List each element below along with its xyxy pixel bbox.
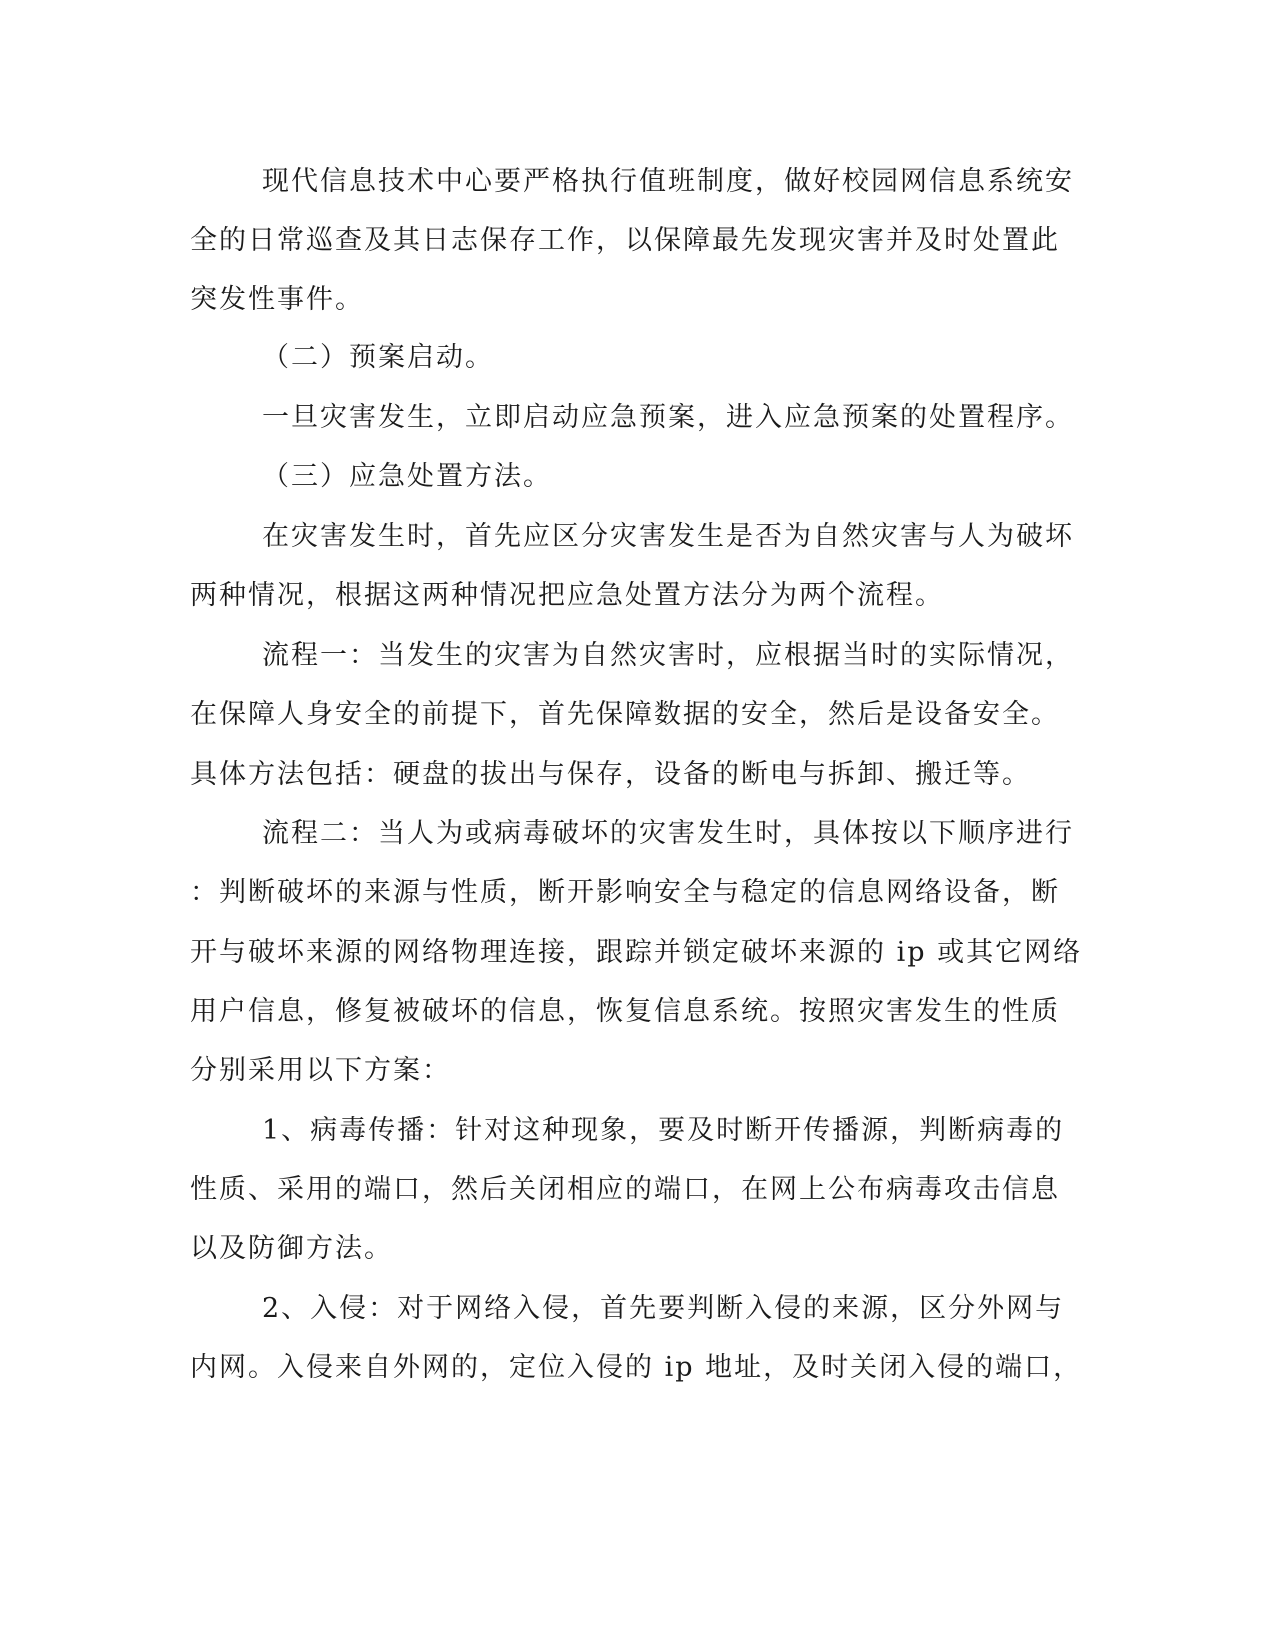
paragraph-line: 开与破坏来源的网络物理连接，跟踪并锁定破坏来源的 ip 或其它网络 [190, 937, 1083, 968]
paragraph-line: 2、入侵：对于网络入侵，首先要判断入侵的来源，区分外网与 [262, 1293, 1065, 1324]
paragraph-line: 流程二：当人为或病毒破坏的灾害发生时，具体按以下顺序进行 [262, 818, 1074, 849]
paragraph-line: 突发性事件。 [190, 284, 364, 315]
paragraph-line: 1、病毒传播：针对这种现象，要及时断开传播源，判断病毒的 [262, 1115, 1065, 1146]
section-heading: （三）应急处置方法。 [262, 461, 552, 492]
paragraph-line: 分别采用以下方案： [190, 1055, 451, 1086]
section-heading: （二）预案启动。 [262, 342, 494, 373]
paragraph-line: 在保障人身安全的前提下，首先保障数据的安全，然后是设备安全。 [190, 699, 1060, 730]
paragraph-line: 流程一：当发生的灾害为自然灾害时，应根据当时的实际情况， [262, 640, 1074, 671]
paragraph-line: 一旦灾害发生，立即启动应急预案，进入应急预案的处置程序。 [262, 402, 1074, 433]
paragraph-line: 具体方法包括：硬盘的拔出与保存，设备的断电与拆卸、搬迁等。 [190, 759, 1031, 790]
paragraph-line: 内网。入侵来自外网的，定位入侵的 ip 地址，及时关闭入侵的端口， [190, 1352, 1083, 1383]
paragraph-line: 现代信息技术中心要严格执行值班制度，做好校园网信息系统安 [262, 166, 1074, 197]
paragraph-line: 用户信息，修复被破坏的信息，恢复信息系统。按照灾害发生的性质 [190, 996, 1060, 1027]
paragraph-line: 在灾害发生时，首先应区分灾害发生是否为自然灾害与人为破坏 [262, 521, 1074, 552]
paragraph-line: 性质、采用的端口，然后关闭相应的端口，在网上公布病毒攻击信息 [190, 1174, 1060, 1205]
paragraph-line: 全的日常巡查及其日志保存工作，以保障最先发现灾害并及时处置此 [190, 225, 1060, 256]
paragraph-line: ：判断破坏的来源与性质，断开影响安全与稳定的信息网络设备，断 [190, 877, 1060, 908]
paragraph-line: 两种情况，根据这两种情况把应急处置方法分为两个流程。 [190, 580, 944, 611]
paragraph-line: 以及防御方法。 [190, 1233, 393, 1264]
